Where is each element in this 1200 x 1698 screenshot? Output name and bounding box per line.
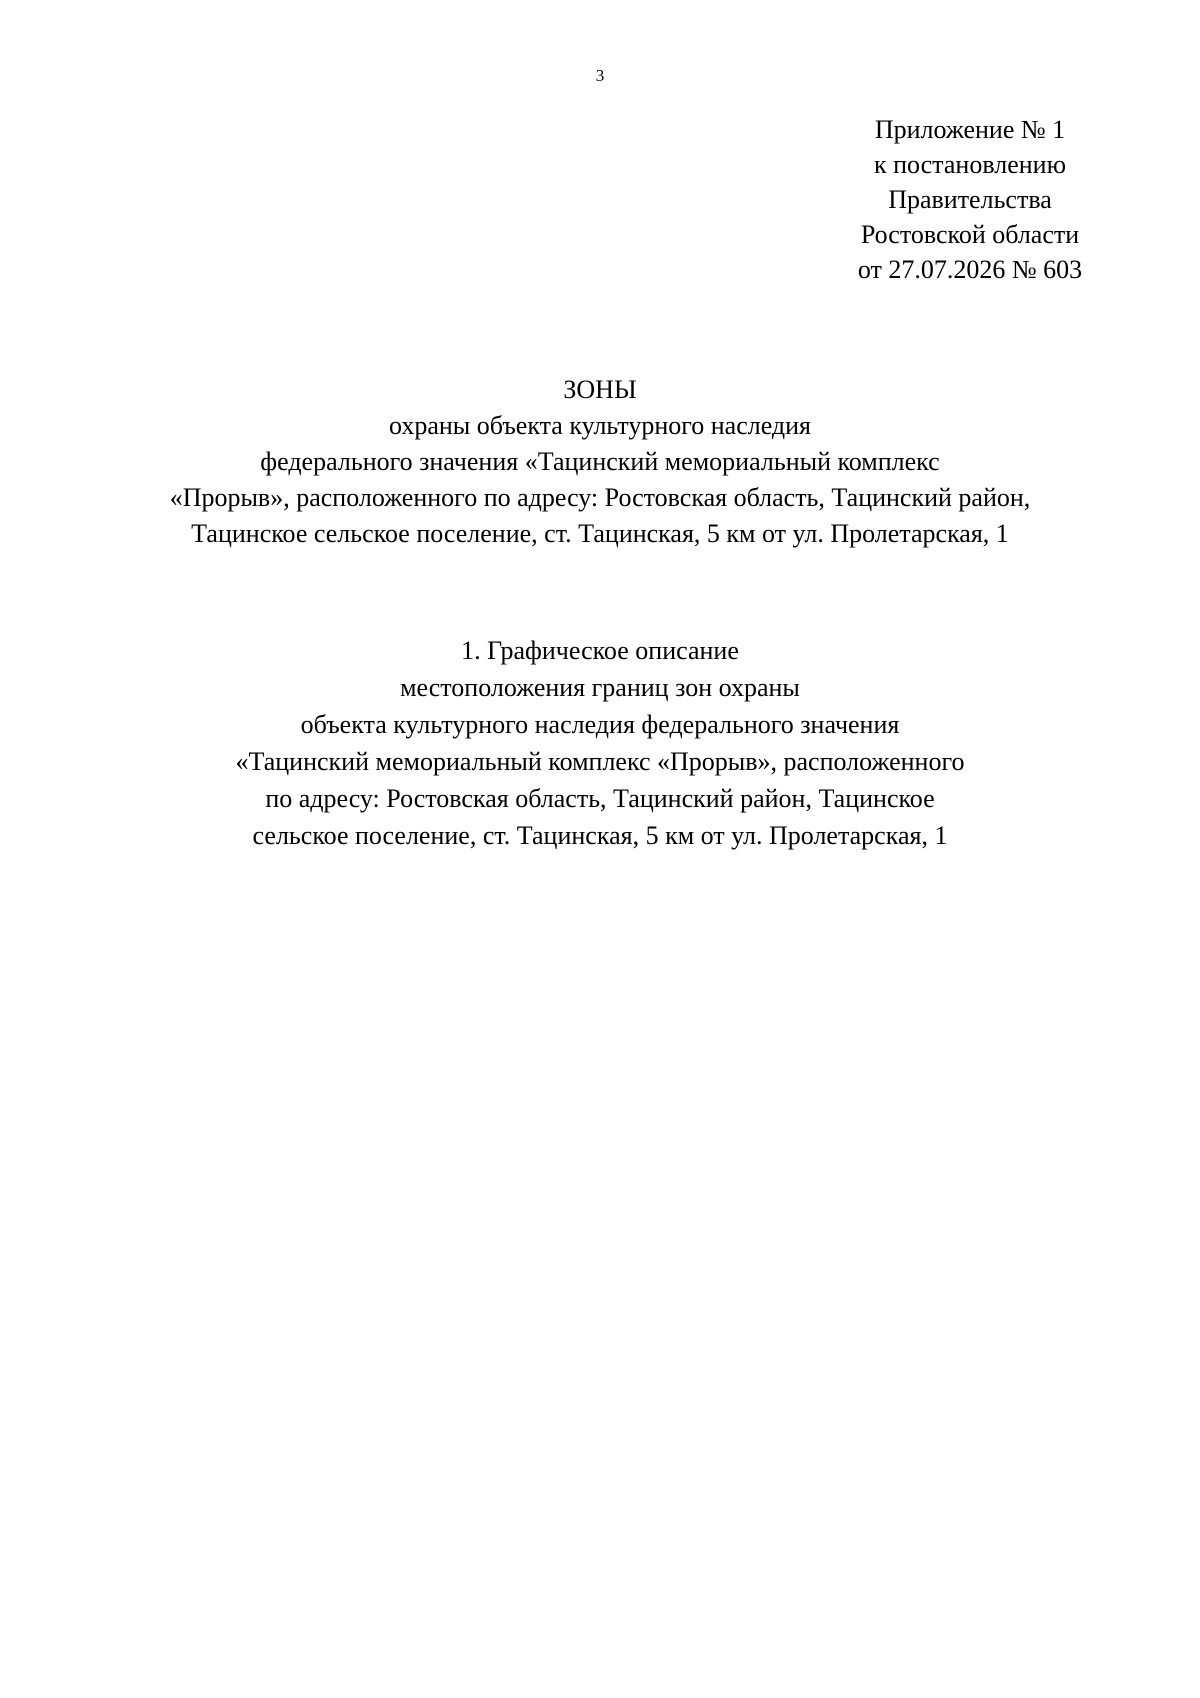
- appendix-line: от 27.07.2026 № 603: [857, 255, 1083, 284]
- title-line: федерального значения «Тацинский мемориальный комплекс: [260, 447, 940, 476]
- section-line: сельское поселение, ст. Тацинская, 5 км от ул. Пролетарская, 1: [252, 821, 948, 850]
- section-line: по адресу: Ростовская область, Тацинский район, Тацинское: [265, 784, 935, 813]
- title-heading: ЗОНЫ: [563, 375, 637, 404]
- title-line: Тацинское сельское поселение, ст. Тацинская, 5 км от ул. Пролетарская, 1: [191, 519, 1009, 548]
- page-number: 3: [595, 66, 605, 85]
- section-line: «Тацинский мемориальный комплекс «Прорыв», расположенного: [235, 747, 965, 776]
- document-title: [0, 372, 1200, 552]
- appendix-line: к постановлению: [873, 150, 1067, 179]
- section-heading: [0, 632, 1200, 854]
- appendix-block: [820, 112, 1120, 287]
- title-line: охраны объекта культурного наследия: [388, 411, 812, 440]
- title-line: «Прорыв», расположенного по адресу: Ростовская область, Тацинский район,: [169, 483, 1031, 512]
- section-line: 1. Графическое описание: [461, 636, 739, 665]
- appendix-line: Правительства: [888, 185, 1052, 214]
- section-line: местоположения границ зон охраны: [400, 673, 800, 702]
- section-line: объекта культурного наследия федерального значения: [300, 710, 900, 739]
- appendix-line: Приложение № 1: [874, 115, 1066, 144]
- appendix-line: Ростовской области: [860, 220, 1080, 249]
